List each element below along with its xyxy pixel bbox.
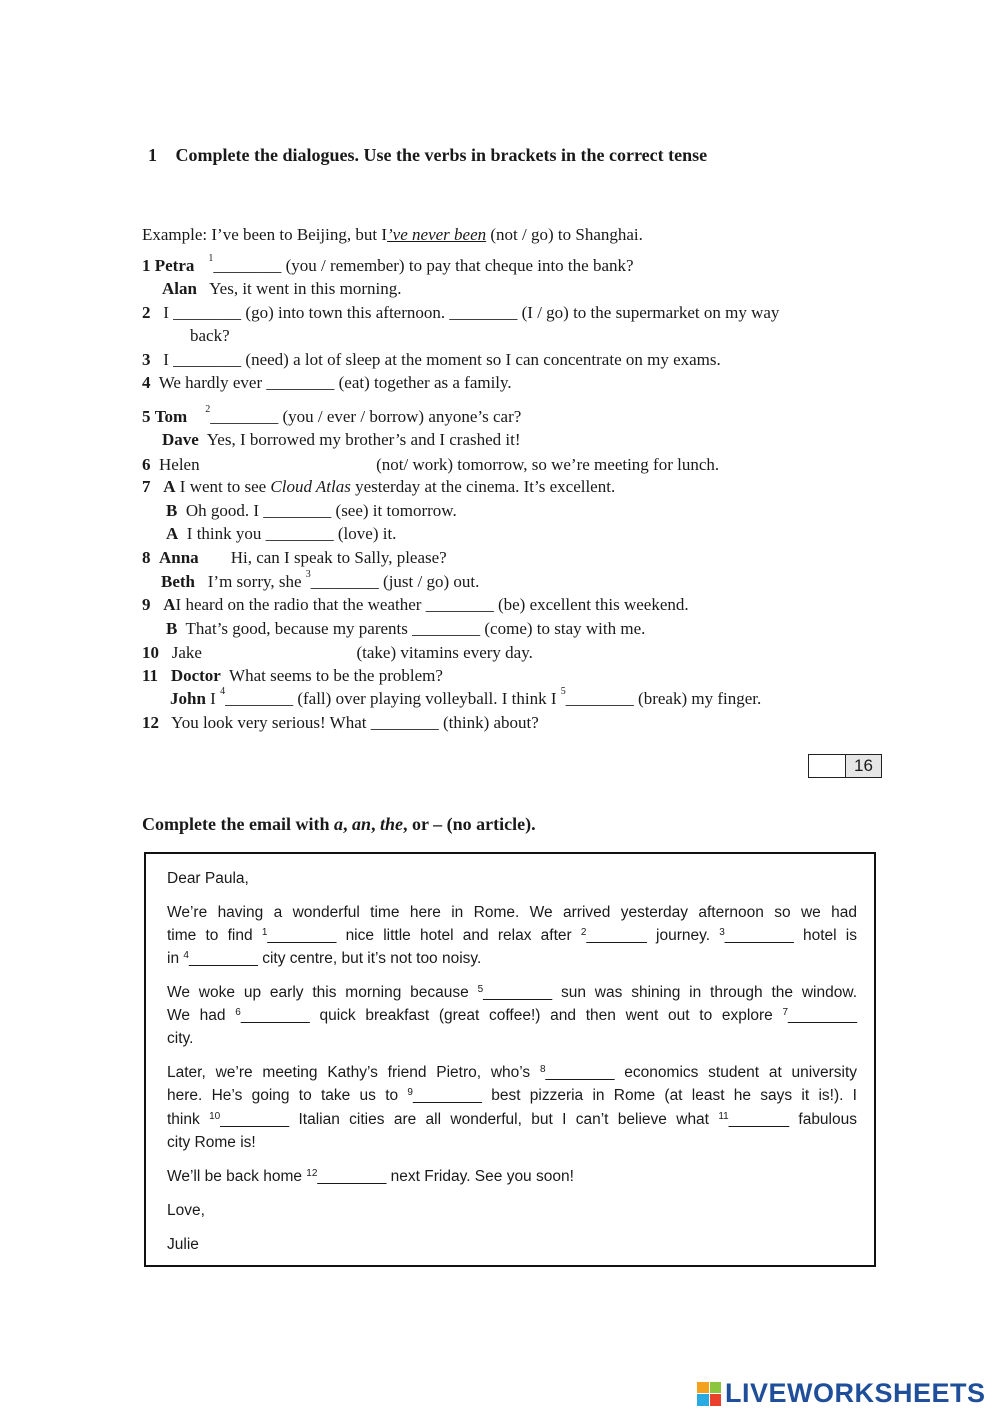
answer-blank[interactable]: ________ sun was shining in through the window. [483, 984, 857, 1001]
email-p1-l2: time to find $^1$________ nice little hotel and relax after $^2$_______ journey. $^3$________ hotel is [167, 927, 857, 944]
dialogue-line-10: 10 Jake (take) vitamins every day. [142, 643, 533, 662]
score-input[interactable] [809, 755, 846, 777]
email-closing: Love, [167, 1202, 205, 1219]
answer-blank[interactable]: ________ Italian cities are all wonderful, but I can’t believe what [220, 1111, 719, 1128]
email-p3-l3: think $^{10}$________ Italian cities are all wonderful, but I can’t believe what $^{11}$_______ fabulous [167, 1111, 857, 1128]
answer-blank[interactable]: ________ (you / remember) to pay that cheque into the bank? [213, 256, 634, 275]
answer-blank[interactable]: I ________ (need) a lot of sleep at the moment so I can concentrate on my exams. [163, 350, 721, 369]
answer-blank[interactable]: ________ best pizzeria in Rome (at least he says it is!). I [412, 1087, 857, 1104]
exercise-heading [148, 145, 707, 166]
email-p1-l3: in $^4$________ city centre, but it’s not too noisy. [167, 950, 482, 967]
answer-blank[interactable]: ________ (just / go) out. [310, 572, 480, 591]
answer-blank[interactable]: _______ fabulous [728, 1111, 857, 1128]
answer-blank[interactable]: I ________ (go) into town this afternoon. ________ (I / go) to the supermarket on my way [163, 303, 780, 322]
logo-text: LIVEWORKSHEETS [725, 1378, 986, 1408]
answer-blank[interactable]: ________ [788, 1007, 857, 1024]
answer-blank[interactable] [206, 642, 352, 658]
dialogue-line-2-cont: back? [190, 326, 230, 345]
dialogue-line-6: 6 Helen (not/ work) tomorrow, so we’re meeting for lunch. [142, 455, 720, 474]
answer-blank[interactable]: ________ nice little hotel and relax after [267, 927, 581, 944]
email-p1-l1: We’re having a wonderful time here in Rome. We arrived yesterday afternoon so we had [167, 904, 857, 921]
answer-blank[interactable]: ________ next Friday. See you soon! [317, 1168, 574, 1185]
email-p2-l2: We had $^6$________ quick breakfast (great coffee!) and then went out to explore $^7$________ [167, 1007, 857, 1024]
email-box [144, 852, 876, 1267]
answer-blank[interactable]: Oh good. I ________ (see) it tomorrow. [185, 501, 457, 520]
email-greeting: Dear Paula, [167, 870, 249, 887]
logo-icon [697, 1382, 721, 1406]
answer-blank[interactable]: You look very serious! What ________ (think) about? [171, 713, 539, 732]
score-box [808, 754, 882, 778]
answer-blank[interactable]: ________ (you / ever / borrow) anyone’s car? [210, 407, 522, 426]
score-total: 16 [846, 755, 881, 777]
answer-blank[interactable]: I think you ________ (love) it. [186, 524, 397, 543]
dialogue-line-8: 8 Anna Hi, can I speak to Sally, please? [142, 548, 447, 567]
dialogue-line-12: 12 You look very serious! What ________ (think) about? [142, 713, 539, 732]
dialogue-line-11: 11 Doctor What seems to be the problem? [142, 666, 443, 685]
answer-blank[interactable]: That’s good, because my parents ________ (come) to stay with me. [185, 619, 646, 638]
email-p3-l4: city Rome is! [167, 1134, 256, 1151]
answer-blank[interactable] [204, 454, 372, 470]
dialogue-line-7-b: B Oh good. I ________ (see) it tomorrow. [166, 501, 457, 520]
dialogue-line-9-b: B That’s good, because my parents ________ (come) to stay with me. [166, 619, 646, 638]
dialogue-line-7-a: A I think you ________ (love) it. [166, 524, 397, 543]
dialogue-line-7: 7 A I went to see Cloud Atlas yesterday at the cinema. It’s excellent. [142, 477, 616, 496]
email-p2-l3: city. [167, 1030, 194, 1047]
dialogue-line-3: 3 I ________ (need) a lot of sleep at the moment so I can concentrate on my exams. [142, 350, 721, 369]
dialogue-line-1-reply: Alan Yes, it went in this morning. [162, 279, 402, 298]
dialogue-line-11-reply: John I $^4$________ (fall) over playing volleyball. I think I $^5$________ (break) my finger. [170, 686, 762, 708]
answer-blank[interactable]: I heard on the radio that the weather ________ (be) excellent this weekend. [175, 595, 689, 614]
dialogue-line-1: 1 Petra $^1$________ (you / remember) to pay that cheque into the bank? [142, 253, 634, 275]
exercise-number: 1 [148, 145, 157, 165]
email-p4: We’ll be back home $^{12}$________ next Friday. See you soon! [167, 1168, 574, 1185]
dialogue-line-5-reply: Dave Yes, I borrowed my brother’s and I crashed it! [162, 430, 521, 449]
example-line: Example: I’ve been to Beijing, but I’ve never been (not / go) to Shanghai. [142, 225, 643, 244]
answer-blank[interactable]: ________ economics student at university [545, 1064, 858, 1081]
answer-blank[interactable]: ________ city centre, but it’s not too noisy. [188, 950, 482, 967]
answer-blank[interactable]: We hardly ever ________ (eat) together as a family. [158, 373, 512, 392]
dialogue-line-8-reply: Beth I’m sorry, she $^3$________ (just / go) out. [161, 569, 480, 591]
liveworksheets-logo[interactable] [697, 1378, 986, 1409]
example-answer: ’ve never been [387, 225, 487, 244]
dialogue-line-5: 5 Tom $^2$________ (you / ever / borrow) anyone’s car? [142, 404, 522, 426]
email-signature: Julie [167, 1236, 199, 1253]
section2-heading: Complete the email with a, an, the, or – (no article). [142, 814, 536, 834]
email-p3-l2: here. He’s going to take us to $^9$________ best pizzeria in Rome (at least he says it is!). I [167, 1087, 857, 1104]
answer-blank[interactable]: ________ quick breakfast (great coffee!) and then went out to explore [240, 1007, 783, 1024]
answer-blank[interactable]: ________ hotel is [724, 927, 857, 944]
email-p3-l1: Later, we’re meeting Kathy’s friend Pietro, who’s $^8$________ economics student at university [167, 1064, 858, 1081]
dialogue-line-4: 4 We hardly ever ________ (eat) together as a family. [142, 373, 512, 392]
answer-blank[interactable]: _______ journey. [586, 927, 720, 944]
answer-blank[interactable]: ________ (break) my finger. [565, 689, 762, 708]
email-p2-l1: We woke up early this morning because $^5$________ sun was shining in through the window. [167, 984, 857, 1001]
dialogue-line-2: 2 I ________ (go) into town this afternoon. ________ (I / go) to the supermarket on my way [142, 303, 780, 322]
dialogue-line-9: 9 AI heard on the radio that the weather ________ (be) excellent this weekend. [142, 595, 689, 614]
answer-blank[interactable]: ________ (fall) over playing volleyball. I think I [225, 689, 561, 708]
exercise-instruction: Complete the dialogues. Use the verbs in brackets in the correct tense [175, 145, 708, 165]
